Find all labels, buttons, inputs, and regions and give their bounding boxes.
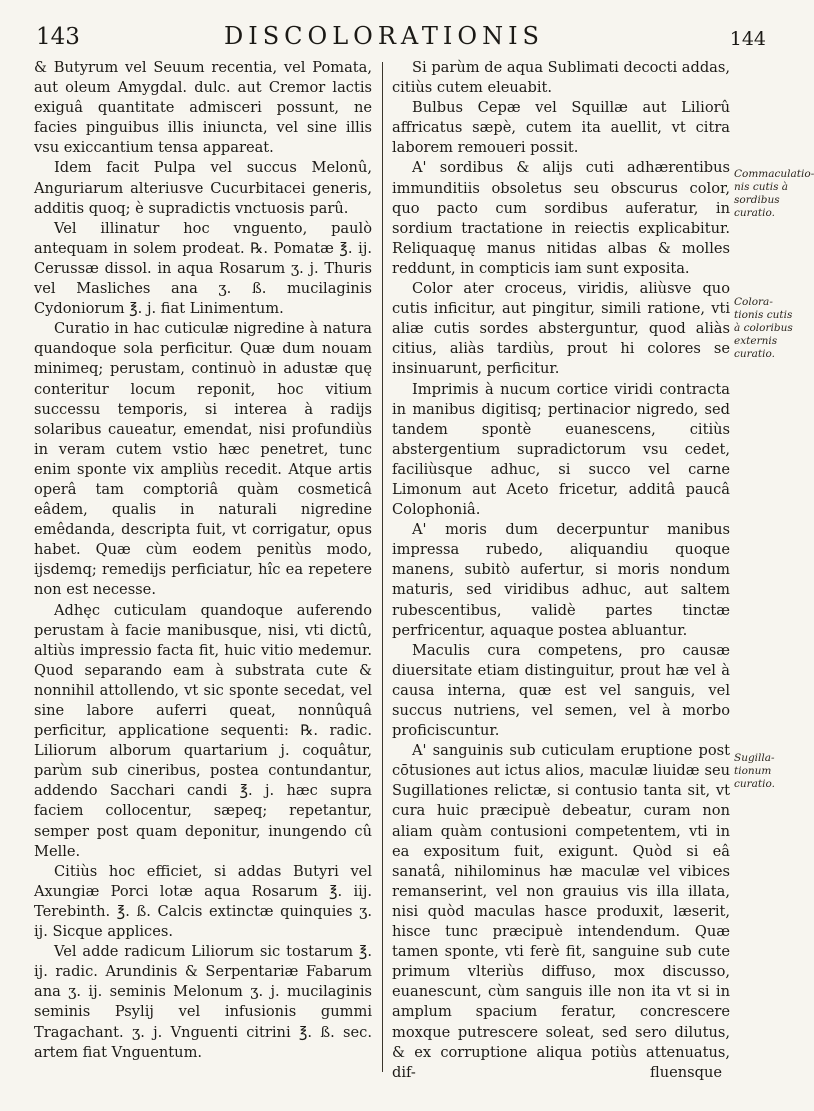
paragraph: Imprimis à nucum cortice viridi contracta in manibus digitisq; pertinacior nigredo, sed tandem spontè euanescens, citiùs abstergentium supradictorum vsu cedet, faciliùsque adhuc, si succo vel carne Limonum aut Aceto fricetur, additâ paucâ Colophoniâ. [392,380,730,519]
paragraph: Vel adde radicum Liliorum sic tostarum ℥. ij. radic. Arundinis & Serpentariæ Fabarum ana ʒ. ij. seminis Melonum ʒ. j. mucilaginis seminis Psylij vel infusionis gummi Tragachant. ʒ. j. Vnguenti citrini ℥. ß. sec. artem fiat Vnguentum. [34,943,372,1061]
running-title: DISCOLORATIONIS [224,22,544,50]
paragraph: Bulbus Cepæ vel Squillæ aut Liliorû affricatus sæpè, cutem ita auellit, vt citra laborem remoueri possit. [392,99,730,157]
page-header [24,18,776,52]
left-column [34,58,372,1063]
paragraph: A' moris dum decerpuntur manibus impressa rubedo, aliquandiu quoque manens, subitò aufertur, si moris nondum maturis, sed viridibus adhuc, aut saltem rubescentibus, validè partes tinctæ perfricentur, aquaque postea abluantur. [392,521,730,639]
page-number-right: 144 [729,28,766,50]
paragraph: Idem facit Pulpa vel succus Melonû, Anguriarum alteriusve Cucurbitacei generis, additis quoq; è supradictis vnctuosis parû. [34,159,372,217]
paragraph: & Butyrum vel Seuum recentia, vel Pomata, aut oleum Amygdal. dulc. aut Cremor lactis exiguâ quantitate admisceri possunt, ne facies pinguibus illis iniuncta, vel sine illis vsu exiccantium tensa appareat. [34,59,372,157]
catchword: fluensque [650,1064,723,1081]
margin-note: Sugillationum curatio. [734,752,775,790]
paragraph: Citiùs hoc efficiet, si addas Butyri vel Axungiæ Porci lotæ aqua Rosarum ℥. iij. Terebinth. ℥. ß. Calcis extinctæ quinquies ʒ. ij. Sicque applices. [34,862,372,941]
paragraph: Curatio in hac cuticulæ nigredine à natura quandoque sola perficitur. Quæ dum nouam minimeq; perustam, continuò in adustæ quę conteritur locum reponit, hoc vitium successu temporis, si interea à radijs solaribus caueatur, emendat, nisi profundiùs in veram cutem vstio hæc penetret, tunc enim sponte vix ampliùs recedit. Atque artis operâ tam comptoriâ quàm cosmeticâ eâdem, qualis in naturali nigredine emêdanda, descripta fuit, vt corrigatur, opus habet. Quæ cùm eodem penitùs modo, ijsdemq; remedijs perficiatur, hîc ea repetere non est necesse. [34,320,372,599]
column-divider [382,62,383,1072]
paragraph: A' sanguinis sub cuticulam eruptione post cōtusiones aut ictus alios, maculæ liuidæ seu Sugillationes relictæ, si contusio tanta sit, vt cura huic præcipuè debeatur, curam non aliam quàm contusioni competentem, vti in ea expositum fuit, exigunt. Quòd si eâ sanatâ, nihilominus hæ maculæ vel vibices remanserint, vel non grauius vis illa illata, nisi quòd maculas hasce produxit, læserit, hisce tunc præcipuè intendendum. Quæ tamen sponte, vti ferè fit, sanguine sub cute primum vlteriùs diffuso, mox discusso, euanescunt, cùm sanguis ille non ita vt si in amplum spacium feratur, concrescere moxque putrescere soleat, sed sero dilutus, & ex corruptione aliqua potiùs attenuatus, dif- [392,742,730,1081]
margin-note: Colorationis cutis à coloribus externis curatio. [734,296,793,360]
paragraph: Color ater croceus, viridis, aliùsve quo cutis inficitur, aut pingitur, simili ratione, vti aliæ cutis sordes absterguntur, quod aliàs citius, aliàs tardiùs, prout hi colores se insinuarunt, perficitur. [392,280,730,378]
right-column [392,58,730,1083]
paragraph: Adhęc cuticulam quandoque auferendo perustam à facie manibusque, nisi, vti dictû, altiùs impressio facta fit, huic vitio medemur. Quod separando eam à substrata cute & nonnihil attollendo, vt sic sponte secedat, vel sine labore auferri queat, nonnûquâ perficitur, applicatione sequenti: ℞. radic. Liliorum alborum quartarium j. coquâtur, parùm sub cineribus, postea contundantur, addendo Sacchari candi ℥. j. hæc supra faciem collocentur, sæpeq; repetantur, semper post quam deponitur, inungendo cû Melle. [34,601,372,860]
page-number-left: 143 [36,24,80,50]
paragraph: Vel illinatur hoc vnguento, paulò antequam in solem prodeat. ℞. Pomatæ ℥. ij. Cerussæ dissol. in aqua Rosarum ʒ. j. Thuris vel Masliches ana ʒ. ß. mucilaginis Cydoniorum ℥. j. fiat Linimentum. [34,219,372,318]
margin-note: Commaculationis cutis à sordibus curatio. [734,168,814,219]
paragraph: Si parùm de aqua Sublimati decocti addas, citiùs cutem eleuabit. [392,59,730,97]
paragraph: A' sordibus & alijs cuti adhærentibus immunditiis obsoletus seu obscurus color, quo pacto cum sordibus auferatur, in sordium tractatione in reiectis explicabitur. Reliquaquę manus nitidas albas & molles reddunt, in compticis iam sunt exposita. [392,159,730,277]
paragraph: Maculis cura competens, pro causæ diuersitate etiam distinguitur, prout hæ vel à causa interna, quæ est vel sanguis, vel succus nutriens, vel semen, vel à morbo proficiscuntur. [392,641,730,740]
